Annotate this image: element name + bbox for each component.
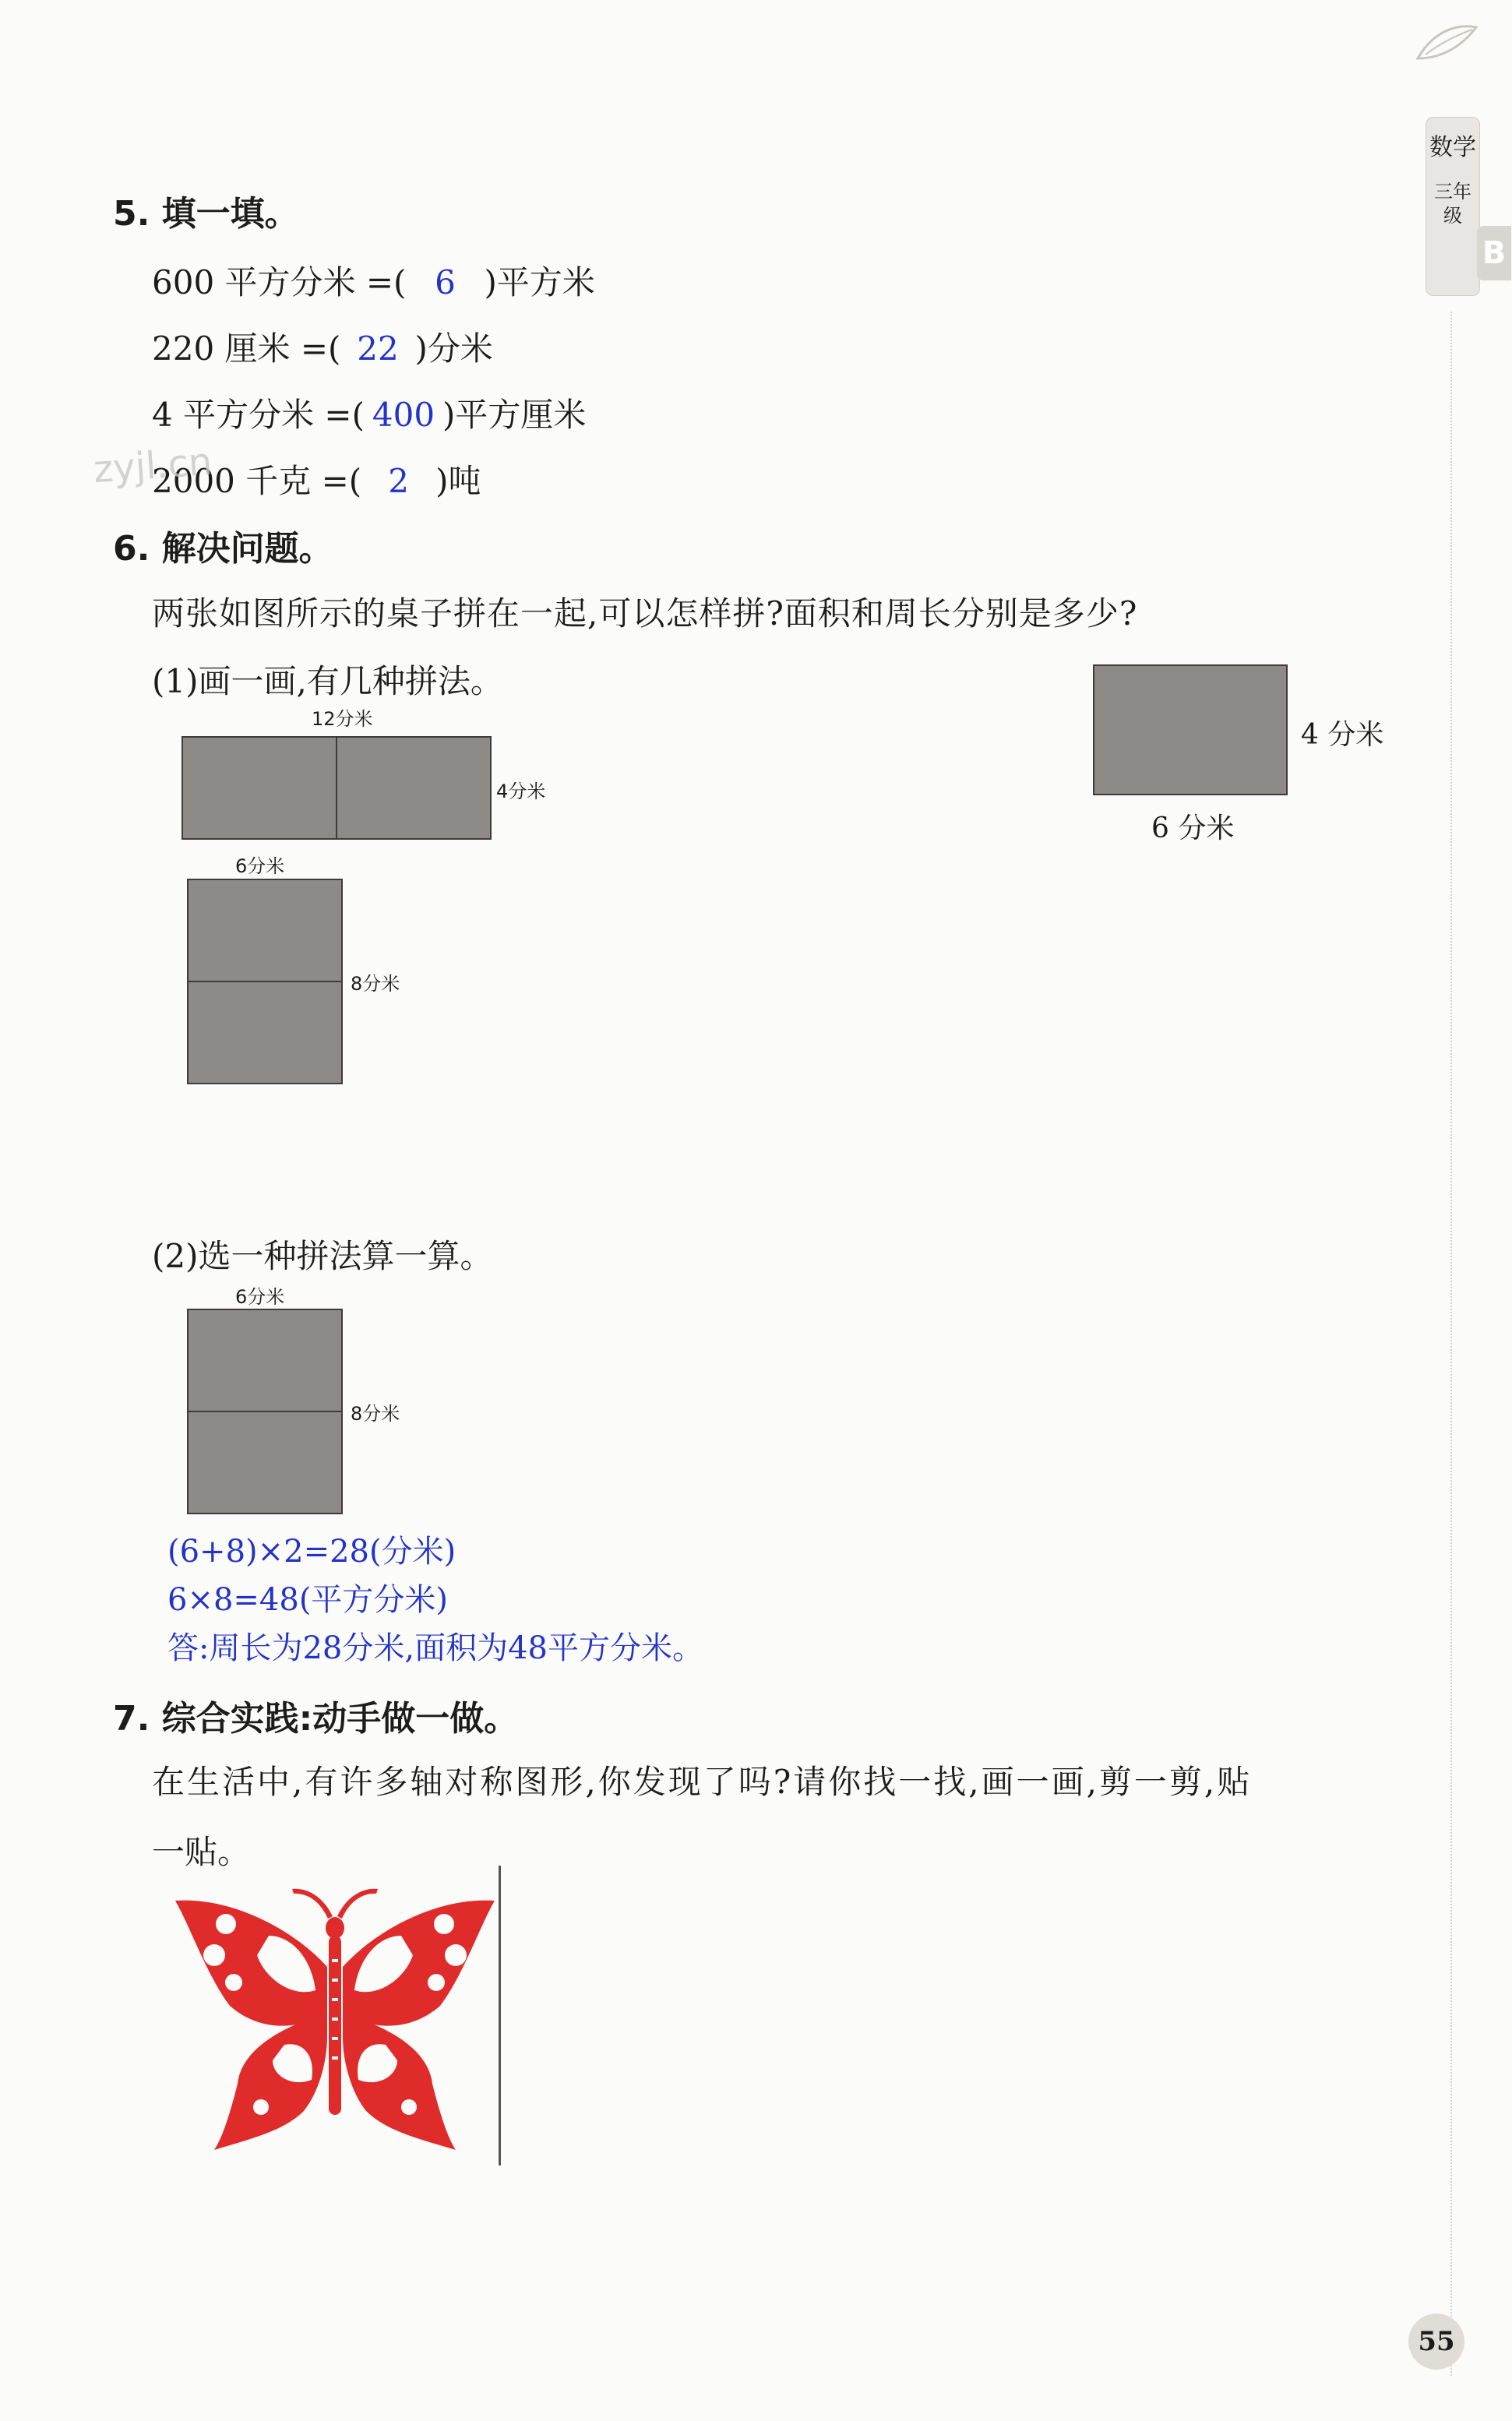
q5-row-3: 4 平方分米 =( 400 )平方厘米 xyxy=(152,396,587,434)
vertical-table-2 xyxy=(187,981,343,1084)
answer-perimeter: (6+8)×2=28(分米) xyxy=(167,1534,456,1570)
vertical-side-label: 8分米 xyxy=(351,973,400,995)
q5-answer-2: 22 xyxy=(357,329,399,368)
watermark: zyjl.cn xyxy=(92,439,214,492)
q5-row-1: 600 平方分米 =( 6 )平方米 xyxy=(152,263,595,301)
subject-label: 数学 xyxy=(1429,134,1476,161)
q5-heading: 5. 填一填。 xyxy=(113,194,299,234)
page-number: 55 xyxy=(1408,2314,1464,2370)
q6-prompt: 两张如图所示的桌子拼在一起,可以怎样拼?面积和周长分别是多少? xyxy=(152,594,1138,633)
symmetry-axis-line xyxy=(499,1866,501,2166)
answer-sentence: 答:周长为28分米,面积为48平方分米。 xyxy=(167,1630,703,1666)
q5-row-2: 220 厘米 =( 22 )分米 xyxy=(152,329,493,368)
q7-heading: 7. 综合实践:动手做一做。 xyxy=(113,1699,519,1739)
calc-table-2 xyxy=(187,1411,343,1514)
butterfly-papercut-icon xyxy=(167,1881,502,2154)
horizontal-table-1 xyxy=(182,736,337,840)
leaf-ornament-icon xyxy=(1410,16,1480,70)
q6-part2-label: (2)选一种拼法算一算。 xyxy=(152,1237,493,1275)
q6-heading: 6. 解决问题。 xyxy=(113,529,333,569)
q5-answer-1: 6 xyxy=(435,263,456,301)
volume-letter-tab: B xyxy=(1477,226,1511,280)
horizontal-top-label: 12分米 xyxy=(312,708,373,730)
vertical-table-1 xyxy=(187,879,343,982)
grade-label: 三年级 xyxy=(1434,180,1471,227)
vertical-top-label: 6分米 xyxy=(235,855,285,877)
calc-side-label: 8分米 xyxy=(351,1403,400,1425)
margin-dotted-line xyxy=(1450,312,1452,2376)
table-height-label: 4 分米 xyxy=(1301,719,1384,751)
table-reference-rect xyxy=(1093,664,1288,795)
q7-text-line2: 一贴。 xyxy=(152,1833,251,1871)
q5-answer-3: 400 xyxy=(372,396,435,434)
grade-side-tab xyxy=(1426,117,1480,296)
calc-top-label: 6分米 xyxy=(235,1286,285,1308)
table-width-label: 6 分米 xyxy=(1151,812,1235,844)
calc-table-1 xyxy=(187,1309,343,1412)
answer-area: 6×8=48(平方分米) xyxy=(167,1582,449,1618)
horizontal-table-2 xyxy=(336,736,492,840)
q6-part1-label: (1)画一画,有几种拼法。 xyxy=(152,662,503,700)
horizontal-side-label: 4分米 xyxy=(496,781,546,802)
q5-answer-4: 2 xyxy=(388,462,410,500)
q7-text-line1: 在生活中,有许多轴对称图形,你发现了吗?请你找一找,画一画,剪一剪,贴 xyxy=(152,1763,1253,1801)
q5-row-4: 2000 千克 =( 2 )吨 xyxy=(152,462,481,500)
